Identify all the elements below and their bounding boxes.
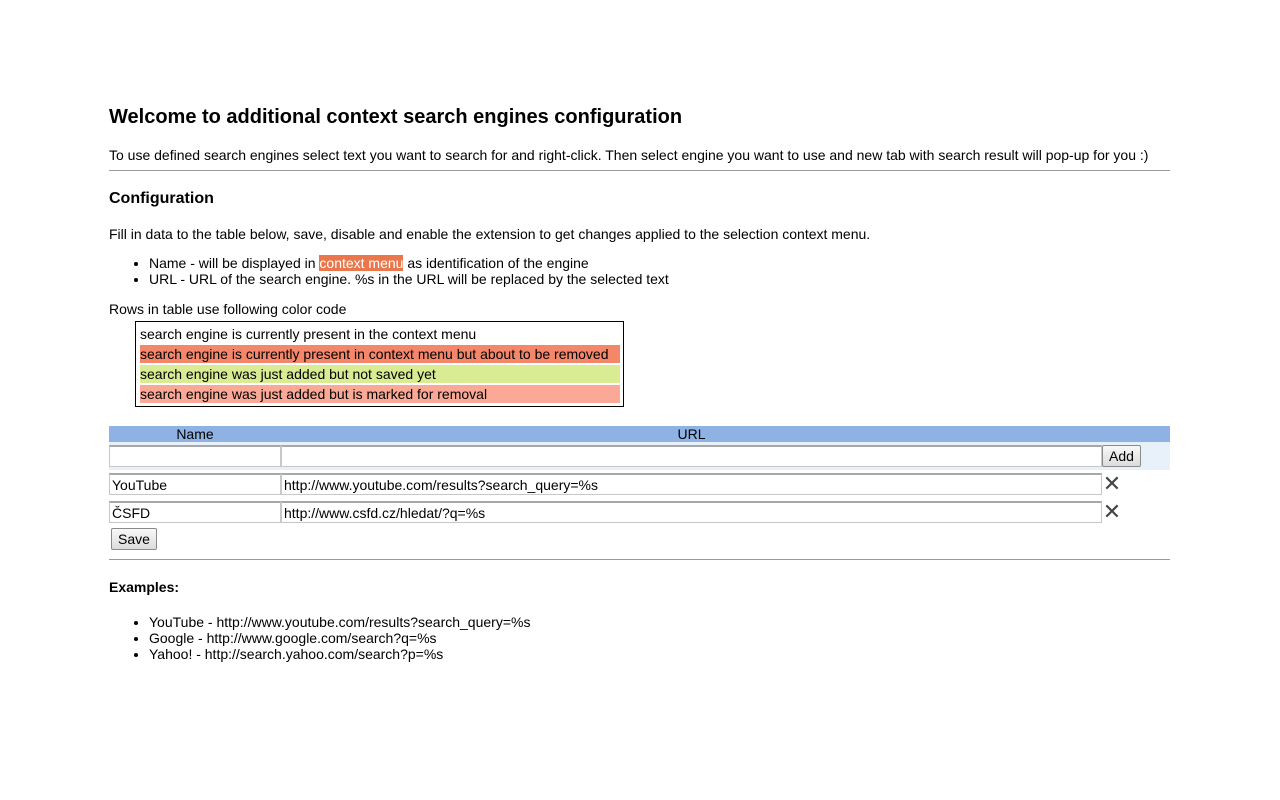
legend-added-not-saved: search engine was just added but not saved yet xyxy=(140,365,620,383)
context-menu-highlight: context menu xyxy=(319,255,404,271)
list-item: • Google - http://www.google.com/search?q=%s xyxy=(149,630,1170,646)
remove-icon[interactable]: ✕ xyxy=(1102,499,1122,524)
engine-name-input[interactable] xyxy=(109,501,281,523)
name-column-header: Name xyxy=(109,426,281,442)
engine-url-input[interactable] xyxy=(281,473,1102,495)
save-button[interactable]: Save xyxy=(111,528,157,550)
configuration-heading: Configuration xyxy=(109,190,214,207)
color-legend xyxy=(135,321,624,407)
divider xyxy=(109,559,1170,560)
new-engine-row xyxy=(109,442,1170,470)
examples-heading: Examples: xyxy=(109,579,180,595)
intro-text: To use defined search engines select text you want to search for and right-click. Then select engine you want to use and new tab with search result will pop-up for you :) xyxy=(109,147,1149,163)
legend-about-to-be-removed: search engine is currently present in context menu but about to be removed xyxy=(140,345,620,363)
name-field-description: • Name - will be displayed in context menu as identification of the engine xyxy=(149,255,1170,271)
legend-present: search engine is currently present in the context menu xyxy=(140,325,620,343)
table-row xyxy=(109,498,1170,526)
examples-list xyxy=(109,614,1170,662)
table-row xyxy=(109,470,1170,498)
legend-title: Rows in table use following color code xyxy=(109,301,347,317)
field-description-list xyxy=(109,255,1170,287)
search-engines-table xyxy=(109,426,1170,526)
new-name-input[interactable] xyxy=(109,445,281,467)
list-item: • Yahoo! - http://search.yahoo.com/search?p=%s xyxy=(149,646,1170,662)
url-column-header: URL xyxy=(281,426,1102,442)
options-page xyxy=(109,96,1170,662)
actions-column-header xyxy=(1102,426,1170,442)
list-item: • YouTube - http://www.youtube.com/results?search_query=%s xyxy=(149,614,1170,630)
engine-name-input[interactable] xyxy=(109,473,281,495)
page-title: Welcome to additional context search engines configuration xyxy=(109,106,683,128)
url-field-description: • URL - URL of the search engine. %s in the URL will be replaced by the selected text xyxy=(149,271,1170,287)
divider xyxy=(109,170,1170,171)
add-button[interactable]: Add xyxy=(1102,445,1141,467)
legend-added-marked-removal: search engine was just added but is marked for removal xyxy=(140,385,620,403)
table-header-row xyxy=(109,426,1170,442)
new-url-input[interactable] xyxy=(281,445,1102,467)
configuration-description: Fill in data to the table below, save, disable and enable the extension to get changes applied to the selection context menu. xyxy=(109,226,871,242)
remove-icon[interactable]: ✕ xyxy=(1102,471,1122,496)
engine-url-input[interactable] xyxy=(281,501,1102,523)
